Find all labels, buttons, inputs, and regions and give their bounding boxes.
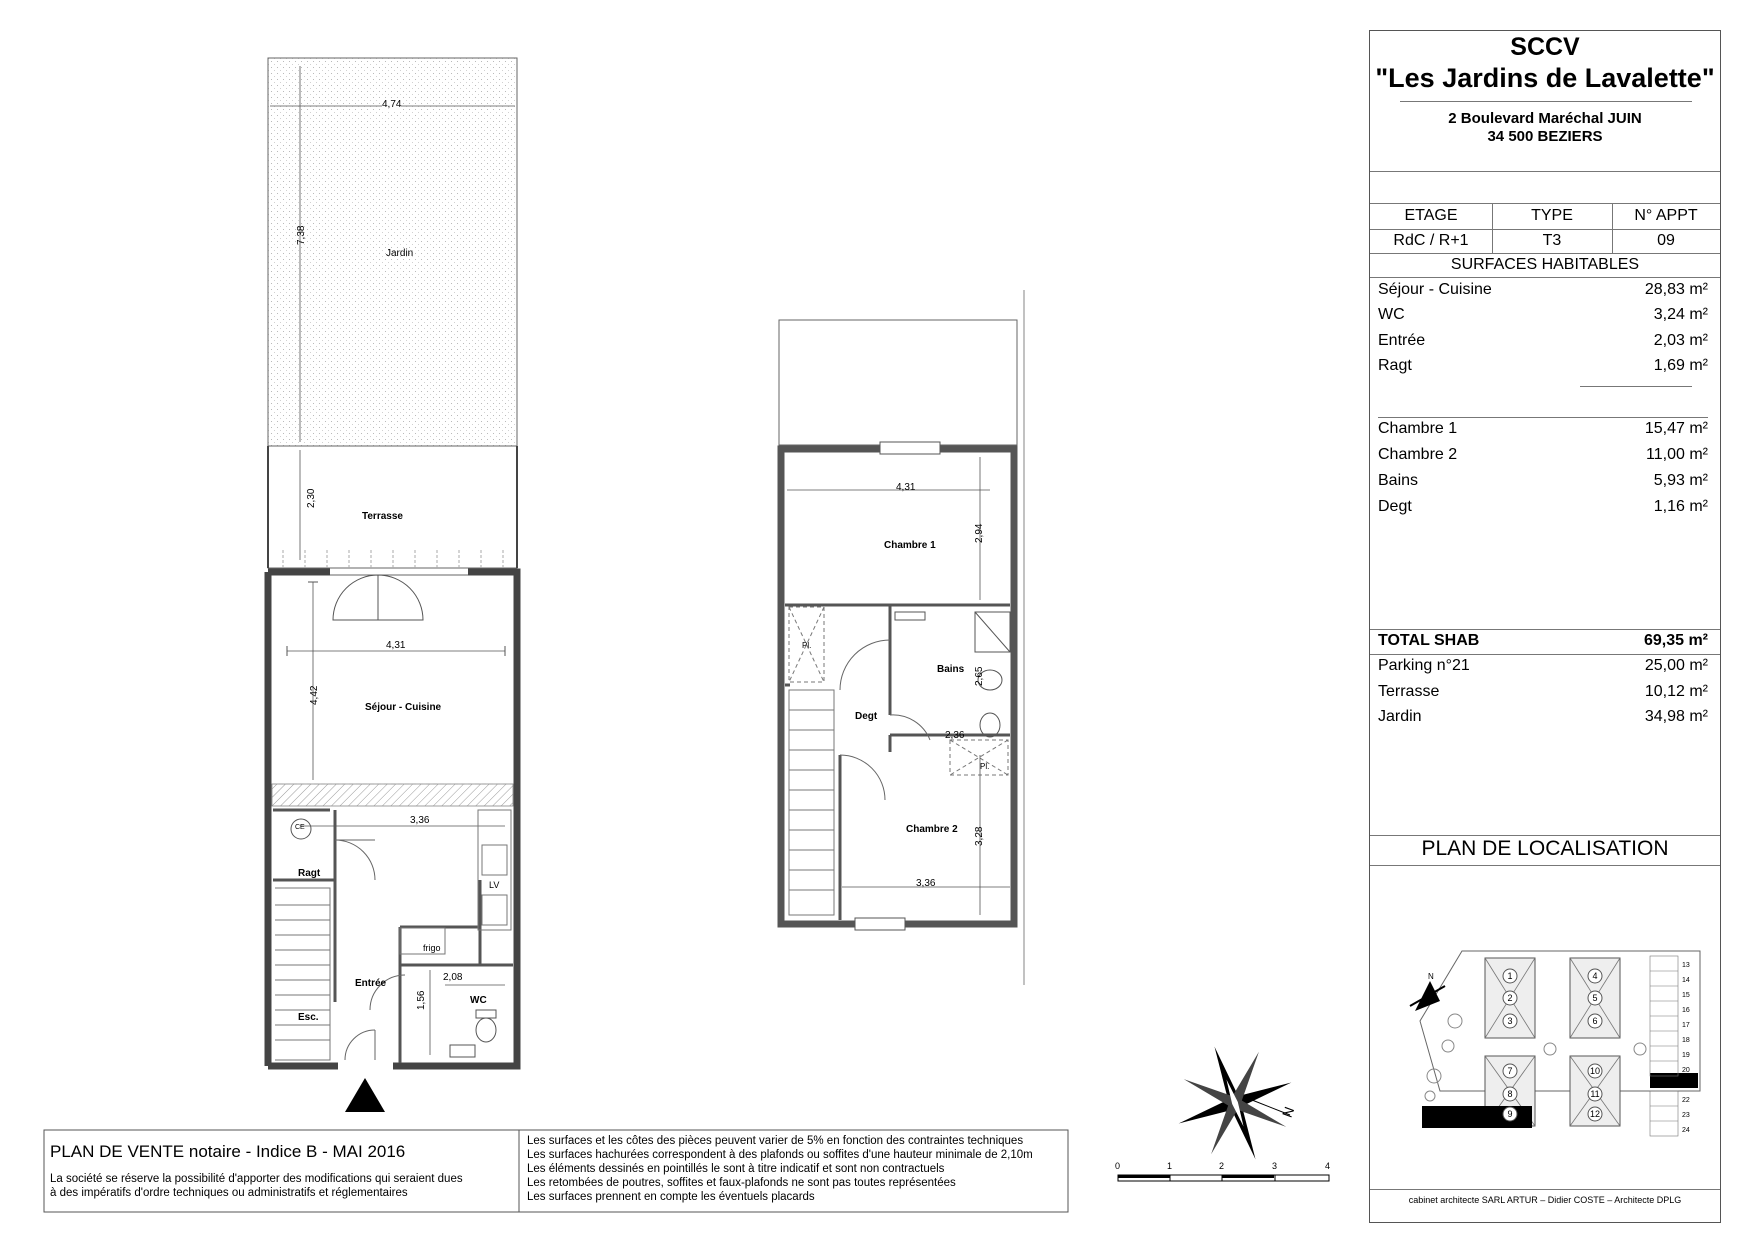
lot-12: 12 xyxy=(1589,1109,1601,1119)
room-label-chambre2: Chambre 2 xyxy=(906,824,958,835)
parking-20: 20 xyxy=(1682,1067,1690,1074)
surface-row: Chambre 2 11,00 m² xyxy=(1378,446,1708,463)
room-label-bains: Bains xyxy=(937,664,965,675)
parking-14: 14 xyxy=(1682,977,1690,984)
parking-17: 17 xyxy=(1682,1022,1690,1029)
dim-jardin-width: 4,74 xyxy=(382,99,402,110)
scale-tick-1: 1 xyxy=(1167,1161,1173,1171)
legend-note-5: Les surfaces prennent en compte les éventuels placards xyxy=(527,1191,815,1203)
room-label-ragt: Ragt xyxy=(298,868,321,879)
annex-row: Terrasse 10,12 m² xyxy=(1378,683,1708,700)
parking-23: 23 xyxy=(1682,1112,1690,1119)
annex-row: Jardin 34,98 m² xyxy=(1378,708,1708,725)
scale-tick-2: 2 xyxy=(1219,1161,1225,1171)
room-label-chambre1: Chambre 1 xyxy=(884,540,936,551)
legend-reserve-line1: La société se réserve la possibilité d'apporter des modifications qui seraient dues xyxy=(50,1173,463,1185)
lot-4: 4 xyxy=(1592,971,1598,981)
location-plan-map xyxy=(1370,911,1720,1151)
room-label-sejour: Séjour - Cuisine xyxy=(365,702,442,713)
header-appt: N° APPT xyxy=(1634,207,1698,224)
dim-wc-width: 2,08 xyxy=(443,972,463,983)
compass-north-label: N xyxy=(1278,1104,1298,1120)
lot-2: 2 xyxy=(1507,993,1513,1003)
scale-tick-4: 4 xyxy=(1325,1161,1331,1171)
surface-row: Degt 1,16 m² xyxy=(1378,498,1708,515)
room-label-wc: WC xyxy=(470,995,487,1006)
lot-6: 6 xyxy=(1592,1016,1598,1026)
ground-floor-plan xyxy=(268,58,517,1112)
title-panel xyxy=(1369,30,1721,1223)
compass-rose xyxy=(1158,1026,1312,1180)
location-north-label: N xyxy=(1428,972,1434,981)
annex-row: Parking n°21 25,00 m² xyxy=(1378,657,1708,674)
address-line-2: 34 500 BEZIERS xyxy=(1487,128,1603,145)
room-label-jardin: Jardin xyxy=(386,248,414,259)
parking-16: 16 xyxy=(1682,1007,1690,1014)
roof-area xyxy=(779,320,1017,445)
dim-kitchen-width: 3,36 xyxy=(410,815,430,826)
parking-22: 22 xyxy=(1682,1097,1690,1104)
entrance-arrow xyxy=(345,1078,385,1112)
company-name: SCCV xyxy=(1510,33,1580,61)
surface-row: Ragt 1,69 m² xyxy=(1378,357,1708,374)
parking-15: 15 xyxy=(1682,992,1690,999)
room-label-degt: Degt xyxy=(855,711,878,722)
label-placard-1: Pl. xyxy=(802,641,812,650)
dim-ch1-width: 4,31 xyxy=(896,482,916,493)
lot-3: 3 xyxy=(1507,1016,1513,1026)
scale-tick-0: 0 xyxy=(1115,1161,1121,1171)
surfaces-heading: SURFACES HABITABLES xyxy=(1450,256,1640,273)
legend-note-3: Les éléments dessinés en pointillés le sont à titre indicatif et sont non contractuels xyxy=(527,1163,945,1175)
dim-bains-width: 2,36 xyxy=(945,730,965,741)
lot-11: 11 xyxy=(1590,1089,1600,1099)
scale-tick-3: 3 xyxy=(1272,1161,1278,1171)
parking-18: 18 xyxy=(1682,1037,1690,1044)
dim-sejour-width: 4,31 xyxy=(386,640,406,651)
legend-note-4: Les retombées de poutres, soffites et faux-plafonds ne sont pas toutes représentées xyxy=(527,1177,956,1189)
upper-floor-walls xyxy=(781,449,1014,924)
legend-note-1: Les surfaces et les côtes des pièces peuvent varier de 5% en fonction des contraintes techniques xyxy=(527,1135,1024,1147)
dim-terrasse-height: 2,30 xyxy=(306,488,317,508)
surface-row: WC 3,24 m² xyxy=(1378,306,1708,323)
lot-5: 5 xyxy=(1592,993,1598,1003)
surface-row: Séjour - Cuisine 28,83 m² xyxy=(1378,281,1708,298)
value-etage: RdC / R+1 xyxy=(1393,232,1469,249)
lot-1: 1 xyxy=(1507,971,1513,981)
dim-ch2-height: 3,28 xyxy=(974,826,985,846)
lot-9: 9 xyxy=(1507,1109,1513,1119)
dim-bains-height: 2,65 xyxy=(974,666,985,686)
lot-7: 7 xyxy=(1507,1066,1513,1076)
lot-8: 8 xyxy=(1507,1089,1513,1099)
surface-row: Bains 5,93 m² xyxy=(1378,472,1708,489)
scale-bar xyxy=(1118,1175,1329,1181)
legend-title: PLAN DE VENTE notaire - Indice B - MAI 2016 xyxy=(50,1142,406,1161)
total-shab-row: TOTAL SHAB 69,35 m² xyxy=(1378,632,1708,649)
label-ce: CE xyxy=(295,824,305,831)
room-label-entree: Entrée xyxy=(355,978,387,989)
location-plan-heading: PLAN DE LOCALISATION xyxy=(1421,837,1669,860)
legend-reserve-line2: à des impératifs d'ordre techniques ou administratifs et réglementaires xyxy=(50,1187,408,1199)
legend-note-2: Les surfaces hachurées correspondent à des plafonds ou soffites d'une hauteur minimale de 2,10m xyxy=(527,1149,1033,1161)
soffit-hatched xyxy=(272,784,513,806)
parking-24: 24 xyxy=(1682,1127,1690,1134)
room-label-terrasse: Terrasse xyxy=(362,511,403,522)
project-name: "Les Jardins de Lavalette" xyxy=(1375,63,1715,93)
label-frigo: frigo xyxy=(423,943,441,953)
surface-row: Chambre 1 15,47 m² xyxy=(1378,420,1708,437)
dim-ch2-width: 3,36 xyxy=(916,878,936,889)
address-line-1: 2 Boulevard Maréchal JUIN xyxy=(1448,110,1642,127)
dim-jardin-height: 7,38 xyxy=(296,225,307,245)
dim-sejour-height: 4,42 xyxy=(309,685,320,705)
lot-10: 10 xyxy=(1589,1066,1601,1076)
header-type: TYPE xyxy=(1531,207,1573,224)
surface-row: Entrée 2,03 m² xyxy=(1378,332,1708,349)
architect-credit: cabinet architecte SARL ARTUR – Didier COSTE – Architecte DPLG xyxy=(1408,1195,1682,1205)
parking-13: 13 xyxy=(1682,962,1690,969)
parking-19: 19 xyxy=(1682,1052,1690,1059)
header-etage: ETAGE xyxy=(1404,207,1458,224)
label-lv: LV xyxy=(489,880,500,890)
dim-entree-height: 1,56 xyxy=(416,990,427,1010)
dim-ch1-height: 2,94 xyxy=(974,523,985,543)
room-label-esc: Esc. xyxy=(298,1012,319,1023)
value-appt: 09 xyxy=(1657,232,1675,249)
parking-21: 21 xyxy=(1682,1082,1690,1089)
value-type: T3 xyxy=(1542,232,1562,249)
label-placard-2: Pl. xyxy=(980,762,990,771)
upper-floor-plan xyxy=(779,290,1024,985)
